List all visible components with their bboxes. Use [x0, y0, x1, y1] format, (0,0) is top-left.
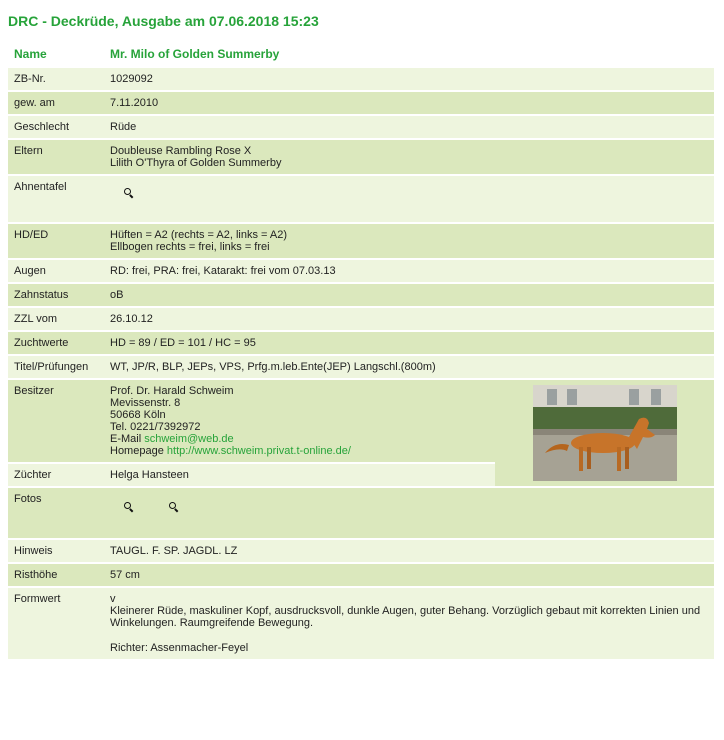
- row-hinweis: [8, 540, 714, 562]
- ahnentafel-value: [104, 176, 714, 222]
- gew-value: 7.11.2010: [104, 92, 714, 114]
- owner-city: 50668 Köln: [110, 409, 166, 421]
- augen-label: Augen: [8, 260, 104, 282]
- row-besitzer: [8, 380, 714, 462]
- email-link[interactable]: schweim@web.de: [144, 433, 234, 445]
- owner-name: Prof. Dr. Harald Schweim: [110, 385, 234, 397]
- risthoehe-label: Risthöhe: [8, 564, 104, 586]
- row-eltern: [8, 140, 714, 174]
- zahnstatus-label: Zahnstatus: [8, 284, 104, 306]
- owner-phone: Tel. 0221/7392972: [110, 421, 201, 433]
- dog-photo[interactable]: [533, 385, 677, 481]
- zuechter-value: Helga Hansteen: [104, 464, 495, 486]
- formwert-label: Formwert: [8, 588, 104, 659]
- zuchtwerte-label: Zuchtwerte: [8, 332, 104, 354]
- zzl-label: ZZL vom: [8, 308, 104, 330]
- page-title: DRC - Deckrüde, Ausgabe am 07.06.2018 15:23: [8, 13, 319, 29]
- row-zahnstatus: [8, 284, 714, 306]
- eltern-value: [104, 140, 714, 174]
- row-zuchtwerte: [8, 332, 714, 354]
- row-zb: [8, 68, 714, 90]
- dog-details-table: [8, 40, 714, 661]
- hded-hips: Hüften = A2 (rechts = A2, links = A2): [110, 229, 288, 241]
- titel-label: Titel/Prüfungen: [8, 356, 104, 378]
- formwert-judge: Richter: Assenmacher-Feyel: [110, 642, 249, 654]
- besitzer-value: [104, 380, 495, 462]
- zb-label: ZB-Nr.: [8, 68, 104, 90]
- magnifier-icon[interactable]: [124, 502, 133, 511]
- name-header-row: [8, 42, 714, 66]
- ahnentafel-label: Ahnentafel: [8, 176, 104, 222]
- row-geschlecht: [8, 116, 714, 138]
- eltern-mother: Lilith O'Thyra of Golden Summerby: [110, 157, 282, 169]
- row-ahnentafel: [8, 176, 714, 222]
- risthoehe-value: 57 cm: [104, 564, 714, 586]
- zb-value: 1029092: [104, 68, 714, 90]
- hded-label: HD/ED: [8, 224, 104, 258]
- augen-value: RD: frei, PRA: frei, Katarakt: frei vom 07.03.13: [104, 260, 714, 282]
- row-zzl: [8, 308, 714, 330]
- dog-photo-cell: [495, 380, 714, 486]
- zuchtwerte-value: HD = 89 / ED = 101 / HC = 95: [104, 332, 714, 354]
- row-augen: [8, 260, 714, 282]
- formwert-text: Kleinerer Rüde, maskuliner Kopf, ausdrucksvoll, dunkle Augen, guter Behang. Vorzüglich gebaut mit korrekten Linien und Winkelungen. Raumgreifende Bewegung.: [110, 605, 701, 629]
- row-formwert: [8, 588, 714, 659]
- fotos-label: Fotos: [8, 488, 104, 538]
- homepage-prefix: Homepage: [110, 445, 164, 457]
- gew-label: gew. am: [8, 92, 104, 114]
- row-fotos: [8, 488, 714, 538]
- zzl-value: 26.10.12: [104, 308, 714, 330]
- hinweis-value: TAUGL. F. SP. JAGDL. LZ: [104, 540, 714, 562]
- email-prefix: E-Mail: [110, 433, 142, 445]
- owner-email-line: [110, 433, 489, 445]
- hded-elbows: Ellbogen rechts = frei, links = frei: [110, 241, 270, 253]
- name-label: Name: [8, 42, 104, 66]
- magnifier-icon[interactable]: [124, 188, 133, 197]
- row-gew: [8, 92, 714, 114]
- besitzer-label: Besitzer: [8, 380, 104, 462]
- titel-value: WT, JP/R, BLP, JEPs, VPS, Prfg.m.leb.Ente(JEP) Langschl.(800m): [104, 356, 714, 378]
- magnifier-icon[interactable]: [169, 502, 178, 511]
- zuechter-label: Züchter: [8, 464, 104, 486]
- eltern-father: Doubleuse Rambling Rose X: [110, 145, 252, 157]
- owner-homepage-line: [110, 445, 489, 457]
- row-hded: [8, 224, 714, 258]
- zahnstatus-value: oB: [104, 284, 714, 306]
- fotos-value: [104, 488, 714, 538]
- dog-name: Mr. Milo of Golden Summerby: [104, 42, 714, 66]
- homepage-link[interactable]: http://www.schweim.privat.t-online.de/: [166, 445, 351, 457]
- formwert-grade: v: [110, 593, 116, 605]
- formwert-value: [104, 588, 714, 659]
- row-risthoehe: [8, 564, 714, 586]
- owner-street: Mevissenstr. 8: [110, 397, 181, 409]
- geschlecht-label: Geschlecht: [8, 116, 104, 138]
- hded-value: [104, 224, 714, 258]
- hinweis-label: Hinweis: [8, 540, 104, 562]
- row-titel: [8, 356, 714, 378]
- eltern-label: Eltern: [8, 140, 104, 174]
- geschlecht-value: Rüde: [104, 116, 714, 138]
